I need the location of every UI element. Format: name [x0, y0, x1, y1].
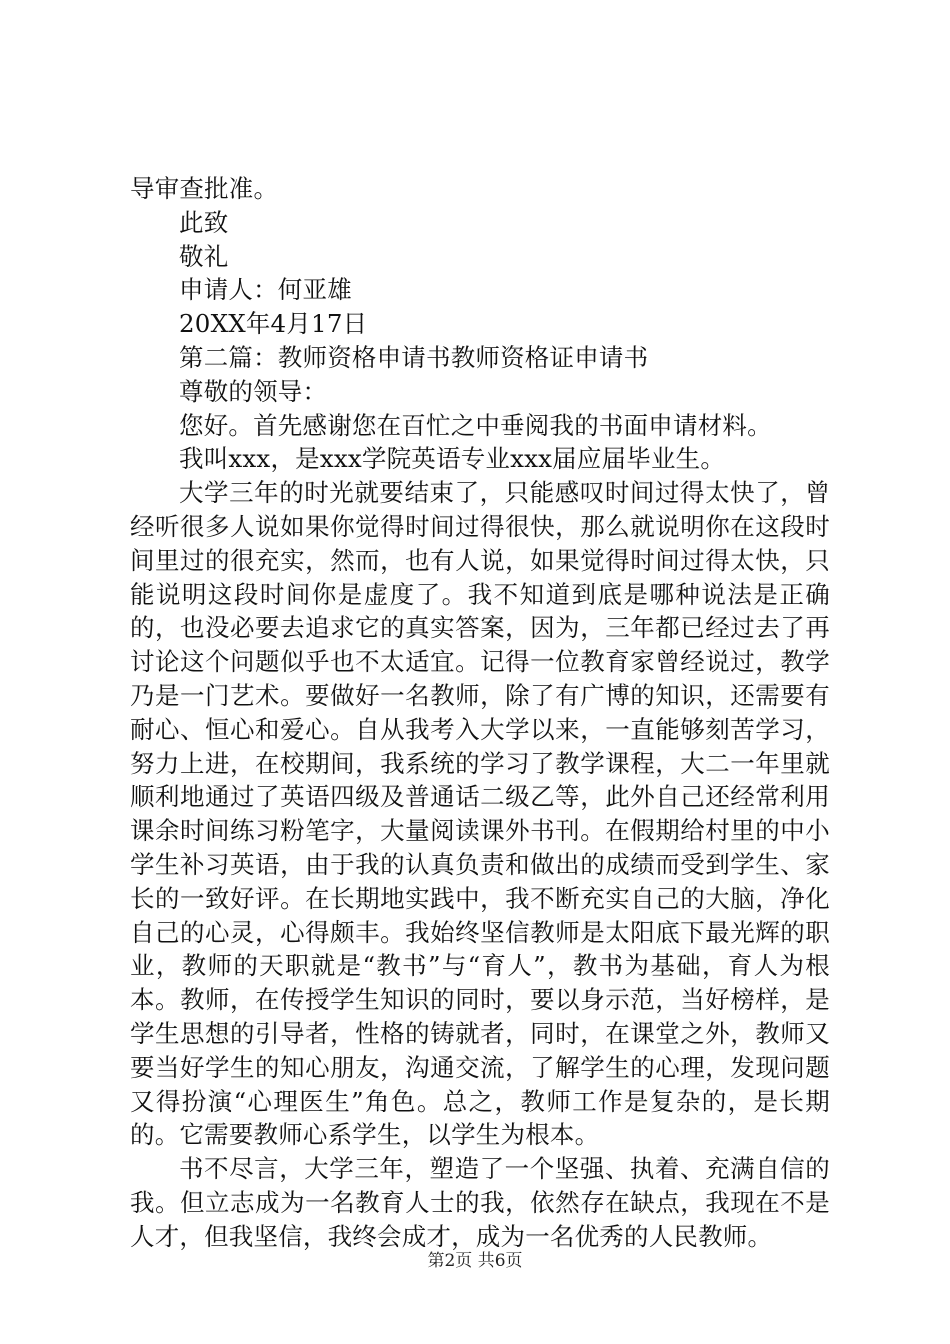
- intro-line: 您好。首先感谢您在百忙之中垂阅我的书面申请材料。: [179, 410, 772, 440]
- page-number: 第2页 共6页: [427, 1251, 523, 1271]
- closing-line: 敬礼: [179, 241, 229, 271]
- body-paragraph: 大学三年的时光就要结束了，只能感叹时间过得太快了，曾经听很多人说如果你觉得时间过得很快，那么就说明你在这段时间里过的很充实，然而，也有人说，如果觉得时间过得太快，只能说明这段时间你是虚度了。我不知道到底是哪种说法是正确的，也没必要去追求它的真实答案，因为，三年都已经过去了再讨论这个问题似乎也不太适宜。记得一位教育家曾经说过，教学乃是一门艺术。要做好一名教师，除了有广博的知识，还需要有耐心、恒心和爱心。自从我考入大学以来，一直能够刻苦学习，努力上进，在校期间，我系统的学习了教学课程，大二一年里就顺利地通过了英语四级及普通话二级乙等，此外自己还经常利用课余时间练习粉笔字，大量阅读课外书刊。在假期给村里的中小学生补习英语，由于我的认真负责和做出的成绩而受到学生、家长的一致好评。在长期地实践中，我不断充实自己的大脑，净化自己的心灵，心得颇丰。我始终坚信教师是太阳底下最光辉的职业，教师的天职就是“教书”与“育人”，教书为基础，育人为根本。教师，在传授学生知识的同时，要以身示范，当好榜样，是学生思想的引导者，性格的铸就者，同时，在课堂之外，教师又要当好学生的知心朋友，沟通交流，了解学生的心理，发现问题又得扮演“心理医生”角色。总之，教师工作是复杂的，是长期的。它需要教师心系学生，以学生为根本。: [130, 478, 830, 1150]
- document-body: [130, 172, 830, 1254]
- applicant-line: 申请人：何亚雄: [179, 275, 352, 305]
- closing-paragraph: 书不尽言，大学三年，塑造了一个坚强、执着、充满自信的我。但立志成为一名教育人士的我，依然存在缺点，我现在不是人才，但我坚信，我终会成才，成为一名优秀的人民教师。: [130, 1154, 830, 1251]
- section-title: 第二篇：教师资格申请书教师资格证申请书: [179, 342, 649, 372]
- greeting-line: 尊敬的领导：: [179, 376, 328, 406]
- text-line: 导审查批准。: [130, 174, 279, 203]
- salutation-line: 此致: [179, 207, 229, 237]
- date-line: 20XX年4月17日: [179, 309, 368, 339]
- self-intro-line: 我叫xxx，是xxx学院英语专业xxx届应届毕业生。: [179, 444, 726, 474]
